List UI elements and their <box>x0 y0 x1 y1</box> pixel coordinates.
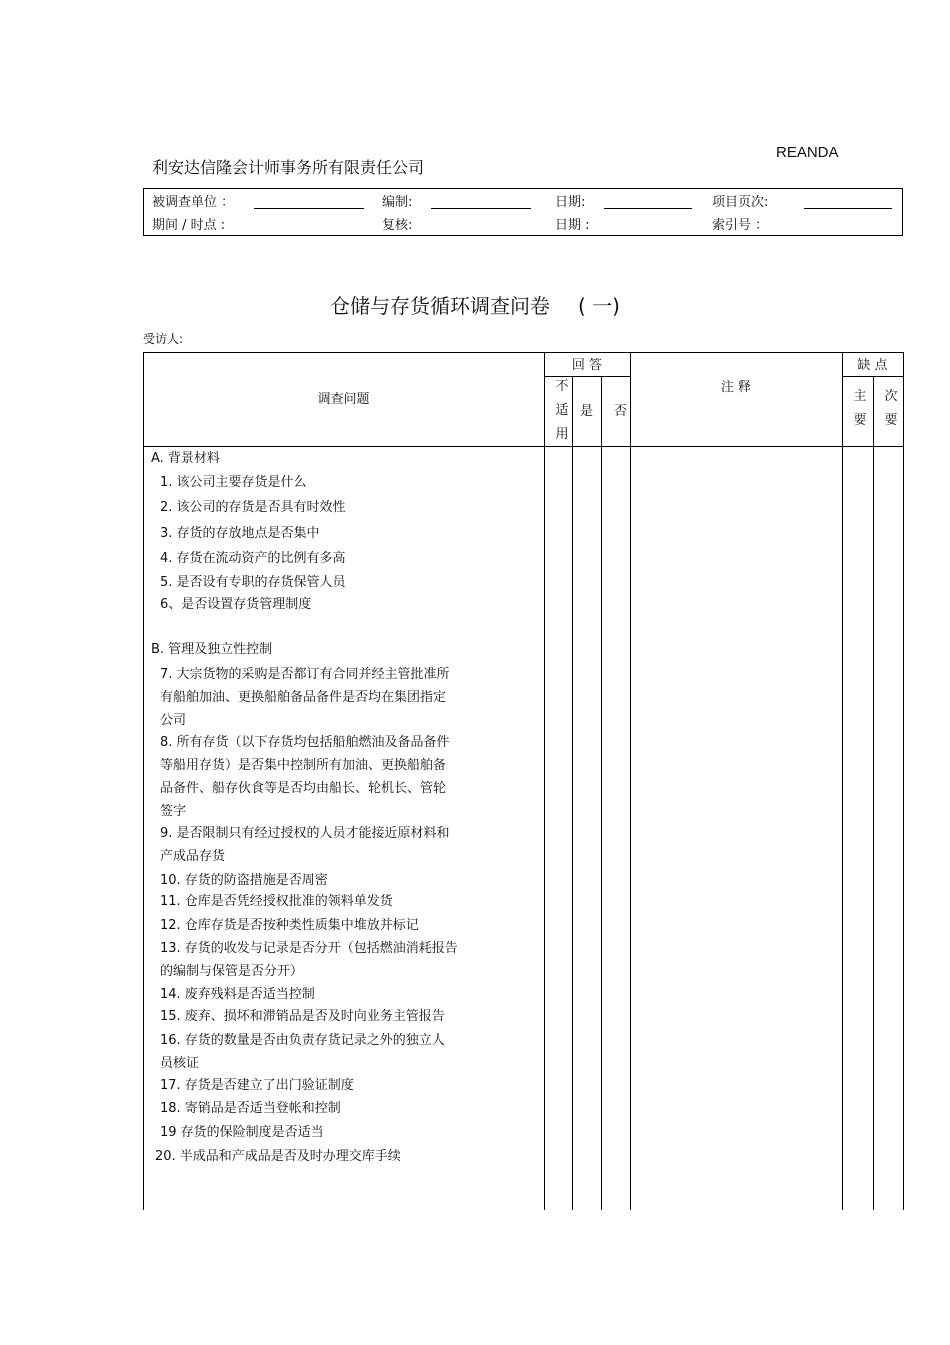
question-item: 19 存货的保险制度是否适当 <box>160 1125 324 1140</box>
question-item: 4. 存货在流动资产的比例有多高 <box>160 551 346 566</box>
minor-defect-header: 次 要 <box>884 389 898 428</box>
question-item: 9. 是否限制只有经过授权的人员才能接近原材料和 产成品存货 <box>160 826 450 864</box>
question-column-header: 调查问题 <box>317 392 370 407</box>
major-defect-header: 主 要 <box>853 389 867 428</box>
question-item: 16. 存货的数量是否由负责存货记录之外的独立人 员核证 <box>160 1033 445 1071</box>
question-item: 18. 寄销品是否适当登帐和控制 <box>160 1101 341 1116</box>
surveyed-unit-label: 被调查单位 ： <box>152 195 235 210</box>
question-item: 15. 废弃、损坏和滞销品是否及时向业务主管报告 <box>160 1009 445 1024</box>
date-label-2: 日期 : <box>555 218 590 233</box>
reviewed-by-label: 复核: <box>382 218 413 233</box>
defect-group-header: 缺 点 <box>857 358 888 373</box>
title-suffix: ( 一) <box>578 294 620 318</box>
question-item: 13. 存货的收发与记录是否分开（包括燃油消耗报告 的编制与保管是否分开） <box>160 941 458 979</box>
section-b-title: B. 管理及独立性控制 <box>151 642 273 657</box>
question-item: 6、是否设置存货管理制度 <box>160 597 312 612</box>
note-column-header: 注 释 <box>720 380 752 395</box>
question-item: 11. 仓库是否凭经授权批准的领料单发货 <box>160 894 393 909</box>
date-label-1: 日期: <box>555 195 586 210</box>
question-item: 17. 存货是否建立了出门验证制度 <box>160 1078 354 1093</box>
question-item: 14. 废弃残料是否适当控制 <box>160 987 315 1002</box>
not-applicable-header: 不 适 用 <box>555 379 569 442</box>
answer-group-header: 回 答 <box>571 358 603 373</box>
question-item: 1. 该公司主要存货是什么 <box>160 475 307 490</box>
section-a-title: A. 背景材料 <box>151 451 220 466</box>
question-item: 10. 存货的防盗措施是否周密 <box>160 873 328 888</box>
company-name: 利安达信隆会计师事务所有限责任公司 <box>152 158 425 177</box>
question-item: 5. 是否设有专职的存货保管人员 <box>160 575 346 590</box>
question-item: 7. 大宗货物的采购是否都订有合同并经主管批准所 有船舶加油、更换船舶备品备件是否均在集团指定 公司 <box>160 667 450 728</box>
no-header: 否 <box>613 404 627 419</box>
brand-name: REANDA <box>776 144 839 161</box>
question-item: 20. 半成品和产成品是否及时办理交库手续 <box>155 1149 401 1164</box>
index-number-label: 索引号 ： <box>712 218 769 233</box>
period-label: 期间 / 时点 : <box>152 218 226 233</box>
prepared-by-label: 编制: <box>382 195 413 210</box>
question-item: 8. 所有存货（以下存货均包括船舶燃油及备品备件 等船用存货）是否集中控制所有加油、更换船舶备 品备件、船存伙食等是否均由船长、轮机长、管轮 签字 <box>160 735 450 819</box>
yes-header: 是 <box>579 404 593 419</box>
question-item: 12. 仓库存货是否按种类性质集中堆放并标记 <box>160 918 419 933</box>
page-number-label: 项目页次: <box>712 195 769 210</box>
question-item: 2. 该公司的存货是否具有时效性 <box>160 500 346 515</box>
title-main: 仓储与存货循环调查问卷 <box>330 294 551 318</box>
interviewee-label: 受访人: <box>143 332 184 346</box>
question-item: 3. 存货的存放地点是否集中 <box>160 526 320 541</box>
